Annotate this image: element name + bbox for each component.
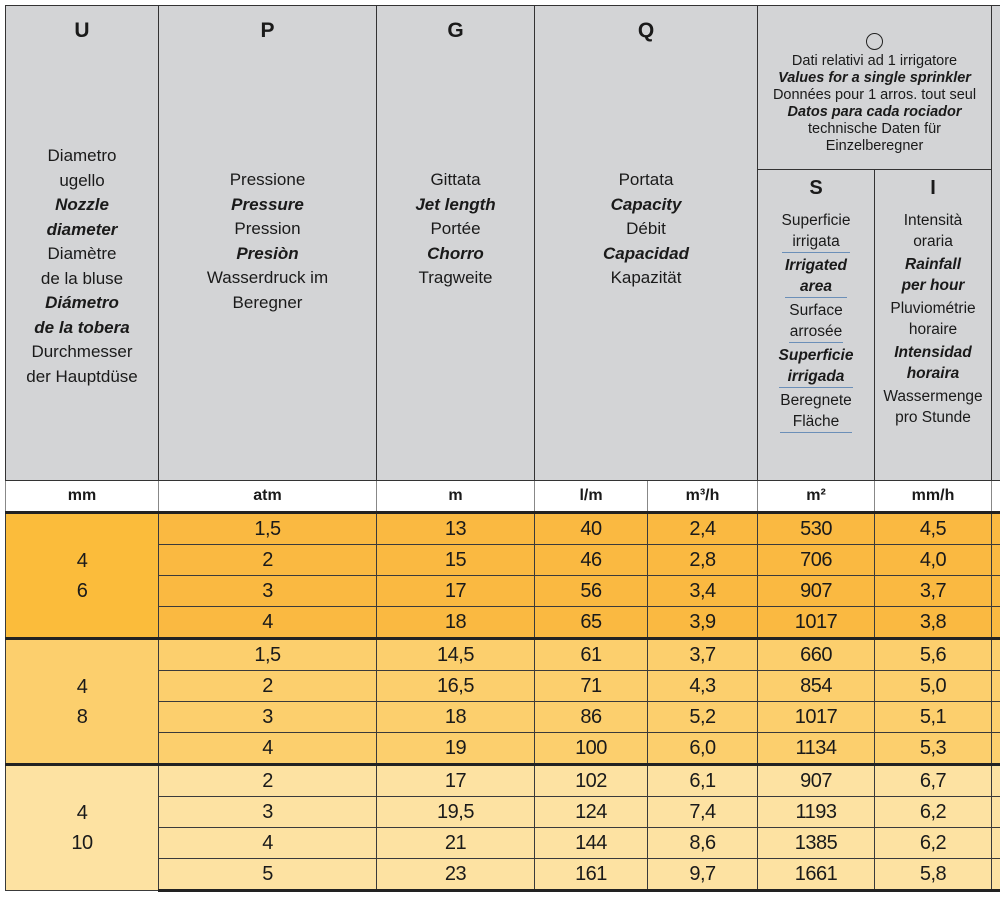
header-term: Superficie irrigata: [782, 210, 851, 253]
jet-length-cell: 18: [377, 607, 535, 639]
header-term: Beregnete Fläche: [780, 390, 852, 433]
nozzle-size-value: 8: [76, 705, 88, 728]
header-line: Débit: [626, 219, 666, 238]
header-line: Portée: [430, 219, 481, 238]
pressure-cell: 3: [159, 797, 377, 828]
header-line: Kapazität: [610, 268, 682, 287]
irrigated-area-cell: 1017: [758, 702, 875, 733]
unit-atm: atm: [159, 481, 377, 513]
capacity-m3h-cell: 4,3: [648, 671, 758, 702]
header-cutoff-column: [992, 6, 1000, 481]
header-line: Diámetro: [45, 293, 119, 312]
rainfall-cell: 6,2: [875, 828, 992, 859]
single-sprinkler-desc: [758, 50, 991, 155]
header-line: Gittata: [430, 170, 481, 189]
header-term: Irrigated area: [785, 255, 847, 298]
irrigated-area-cell: 1017: [758, 607, 875, 639]
rainfall-cell: 3,7: [875, 576, 992, 607]
pressure-cell: 2: [159, 671, 377, 702]
capacity-m3h-cell: 3,4: [648, 576, 758, 607]
header-line: Diametro: [47, 146, 117, 165]
header-line: Pressure: [231, 194, 304, 214]
capacity-lm-cell: 46: [535, 545, 648, 576]
capacity-lm-cell: 40: [535, 513, 648, 545]
header-nozzle-diameter: [6, 6, 159, 481]
unit-m2: m²: [758, 481, 875, 513]
jet-length-cell: 19: [377, 733, 535, 765]
header-line: Pression: [234, 219, 301, 238]
jet-length-cell: 17: [377, 765, 535, 797]
jet-length-cell: 19,5: [377, 797, 535, 828]
pressure-cell: 4: [159, 733, 377, 765]
header-letter-s: S: [809, 177, 823, 199]
rainfall-cell: 4,0: [875, 545, 992, 576]
header-line: technische Daten für: [808, 120, 942, 137]
nozzle-size-value: 4: [76, 675, 88, 698]
irrigated-area-cell: 1134: [758, 733, 875, 765]
pressure-cell: 5: [159, 859, 377, 891]
header-line: Presiòn: [236, 243, 299, 263]
rainfall-cell: 5,3: [875, 733, 992, 765]
cutoff-cell: [992, 828, 1000, 859]
nozzle-size-value: 4: [76, 549, 88, 572]
irrigated-area-cell: 706: [758, 545, 875, 576]
nozzle-size-value: 4: [76, 802, 88, 824]
jet-length-cell: 14,5: [377, 639, 535, 671]
header-line: Portata: [618, 170, 674, 189]
cutoff-cell: [992, 513, 1000, 545]
cutoff-cell: [992, 671, 1000, 702]
rainfall-cell: 6,7: [875, 765, 992, 797]
irrigated-area-cell: 907: [758, 765, 875, 797]
cutoff-cell: [992, 639, 1000, 671]
irrigated-area-cell: 530: [758, 513, 875, 545]
capacity-m3h-cell: 3,7: [648, 639, 758, 671]
pressure-cell: 4: [159, 828, 377, 859]
header-letter-q: Q: [637, 19, 655, 42]
header-line: de la bluse: [40, 268, 124, 288]
nozzle-size-cell: [6, 639, 159, 765]
header-line: Chorro: [427, 243, 484, 263]
jet-length-cell: 21: [377, 828, 535, 859]
capacity-m3h-cell: 7,4: [648, 797, 758, 828]
header-letter-i: I: [930, 177, 936, 199]
capacity-lm-cell: 144: [535, 828, 648, 859]
irrigated-area-cell: 1385: [758, 828, 875, 859]
header-line: Durchmesser: [31, 342, 133, 361]
header-line: Beregner: [232, 292, 303, 312]
unit-lm: l/m: [535, 481, 648, 513]
header-term: Pluviométrie horaire: [890, 300, 976, 338]
header-line: Pressione: [229, 170, 306, 189]
capacity-m3h-cell: 2,8: [648, 545, 758, 576]
header-line: ugello: [59, 170, 105, 190]
header-term: Surface arrosée: [789, 300, 842, 343]
unit-cutoff: [992, 481, 1000, 513]
jet-length-cell: 18: [377, 702, 535, 733]
pressure-cell: 3: [159, 702, 377, 733]
header-line: Datos para cada rociador: [787, 103, 962, 120]
header-letter-u: U: [74, 19, 90, 42]
rainfall-cell: 5,6: [875, 639, 992, 671]
cutoff-cell: [992, 859, 1000, 891]
header-i-desc: [875, 210, 991, 430]
jet-length-cell: 13: [377, 513, 535, 545]
unit-mm: mm: [6, 481, 159, 513]
cutoff-cell: [992, 702, 1000, 733]
header-p-desc: [159, 168, 376, 315]
capacity-lm-cell: 161: [535, 859, 648, 891]
header-line: de la tobera: [34, 317, 130, 337]
header-line: Données pour 1 arros. tout seul: [772, 86, 977, 103]
capacity-lm-cell: 61: [535, 639, 648, 671]
header-line: Diamètre: [47, 244, 117, 263]
header-letter-g: G: [447, 19, 464, 42]
cutoff-cell: [992, 765, 1000, 797]
pressure-cell: 2: [159, 765, 377, 797]
pressure-cell: 2: [159, 545, 377, 576]
pressure-cell: 4: [159, 607, 377, 639]
cutoff-cell: [992, 607, 1000, 639]
header-u-desc: [6, 144, 158, 389]
rainfall-cell: 4,5: [875, 513, 992, 545]
header-irrigated-area: [758, 170, 875, 481]
header-pressure: [159, 6, 377, 481]
pressure-cell: 3: [159, 576, 377, 607]
cutoff-cell: [992, 733, 1000, 765]
capacity-lm-cell: 71: [535, 671, 648, 702]
rainfall-cell: 5,8: [875, 859, 992, 891]
header-term: Rainfall per hour: [901, 256, 965, 294]
capacity-m3h-cell: 9,7: [648, 859, 758, 891]
header-term: Superficie irrigada: [779, 345, 854, 388]
irrigated-area-cell: 1661: [758, 859, 875, 891]
header-q-desc: [535, 168, 757, 291]
header-line: Values for a single sprinkler: [778, 69, 971, 86]
header-term: Wassermenge pro Stunde: [883, 388, 983, 426]
capacity-m3h-cell: 6,0: [648, 733, 758, 765]
jet-length-cell: 23: [377, 859, 535, 891]
rainfall-cell: 5,1: [875, 702, 992, 733]
rainfall-cell: 6,2: [875, 797, 992, 828]
header-line: Dati relativi ad 1 irrigatore: [791, 52, 958, 69]
nozzle-size-value: 6: [76, 579, 88, 602]
unit-m: m: [377, 481, 535, 513]
capacity-m3h-cell: 3,9: [648, 607, 758, 639]
cutoff-cell: [992, 545, 1000, 576]
nozzle-size-cell: [6, 513, 159, 639]
header-single-sprinkler: [758, 6, 992, 170]
header-g-desc: [377, 168, 534, 291]
table-row: [6, 513, 1000, 545]
capacity-lm-cell: 86: [535, 702, 648, 733]
jet-length-cell: 17: [377, 576, 535, 607]
circle-icon: [866, 33, 883, 50]
irrigated-area-cell: 660: [758, 639, 875, 671]
unit-m3h: m³/h: [648, 481, 758, 513]
table-row: [6, 765, 1000, 797]
header-line: diameter: [46, 219, 118, 239]
jet-length-cell: 16,5: [377, 671, 535, 702]
header-rainfall-per-hour: [875, 170, 992, 481]
capacity-m3h-cell: 2,4: [648, 513, 758, 545]
header-letter-p: P: [260, 19, 275, 42]
irrigated-area-cell: 1193: [758, 797, 875, 828]
table-row: [6, 639, 1000, 671]
cutoff-cell: [992, 797, 1000, 828]
header-s-desc: [758, 210, 874, 435]
capacity-lm-cell: 56: [535, 576, 648, 607]
irrigated-area-cell: 907: [758, 576, 875, 607]
pressure-cell: 1,5: [159, 513, 377, 545]
capacity-m3h-cell: 6,1: [648, 765, 758, 797]
header-line: Tragweite: [418, 268, 493, 287]
capacity-m3h-cell: 8,6: [648, 828, 758, 859]
header-line: der Hauptdüse: [26, 366, 138, 386]
jet-length-cell: 15: [377, 545, 535, 576]
capacity-lm-cell: 102: [535, 765, 648, 797]
header-term: Intensità oraria: [903, 212, 963, 250]
capacity-lm-cell: 65: [535, 607, 648, 639]
header-line: Capacidad: [603, 243, 689, 263]
nozzle-size-value: 10: [71, 832, 93, 854]
irrigated-area-cell: 854: [758, 671, 875, 702]
header-term: Intensidad horaira: [894, 344, 972, 382]
header-line: Nozzle: [55, 195, 109, 214]
header-capacity: [535, 6, 758, 481]
capacity-lm-cell: 124: [535, 797, 648, 828]
header-jet-length: [377, 6, 535, 481]
rainfall-cell: 5,0: [875, 671, 992, 702]
capacity-lm-cell: 100: [535, 733, 648, 765]
header-line: Capacity: [610, 194, 682, 214]
sprinkler-performance-table: [5, 5, 1000, 892]
header-line: Jet length: [415, 194, 496, 214]
nozzle-size-cell: [6, 765, 159, 891]
pressure-cell: 1,5: [159, 639, 377, 671]
header-line: Wasserdruck im: [206, 268, 329, 287]
capacity-m3h-cell: 5,2: [648, 702, 758, 733]
cutoff-cell: [992, 576, 1000, 607]
units-row: [6, 481, 1000, 513]
rainfall-cell: 3,8: [875, 607, 992, 639]
header-line: Einzelberegner: [825, 137, 924, 154]
unit-mmh: mm/h: [875, 481, 992, 513]
